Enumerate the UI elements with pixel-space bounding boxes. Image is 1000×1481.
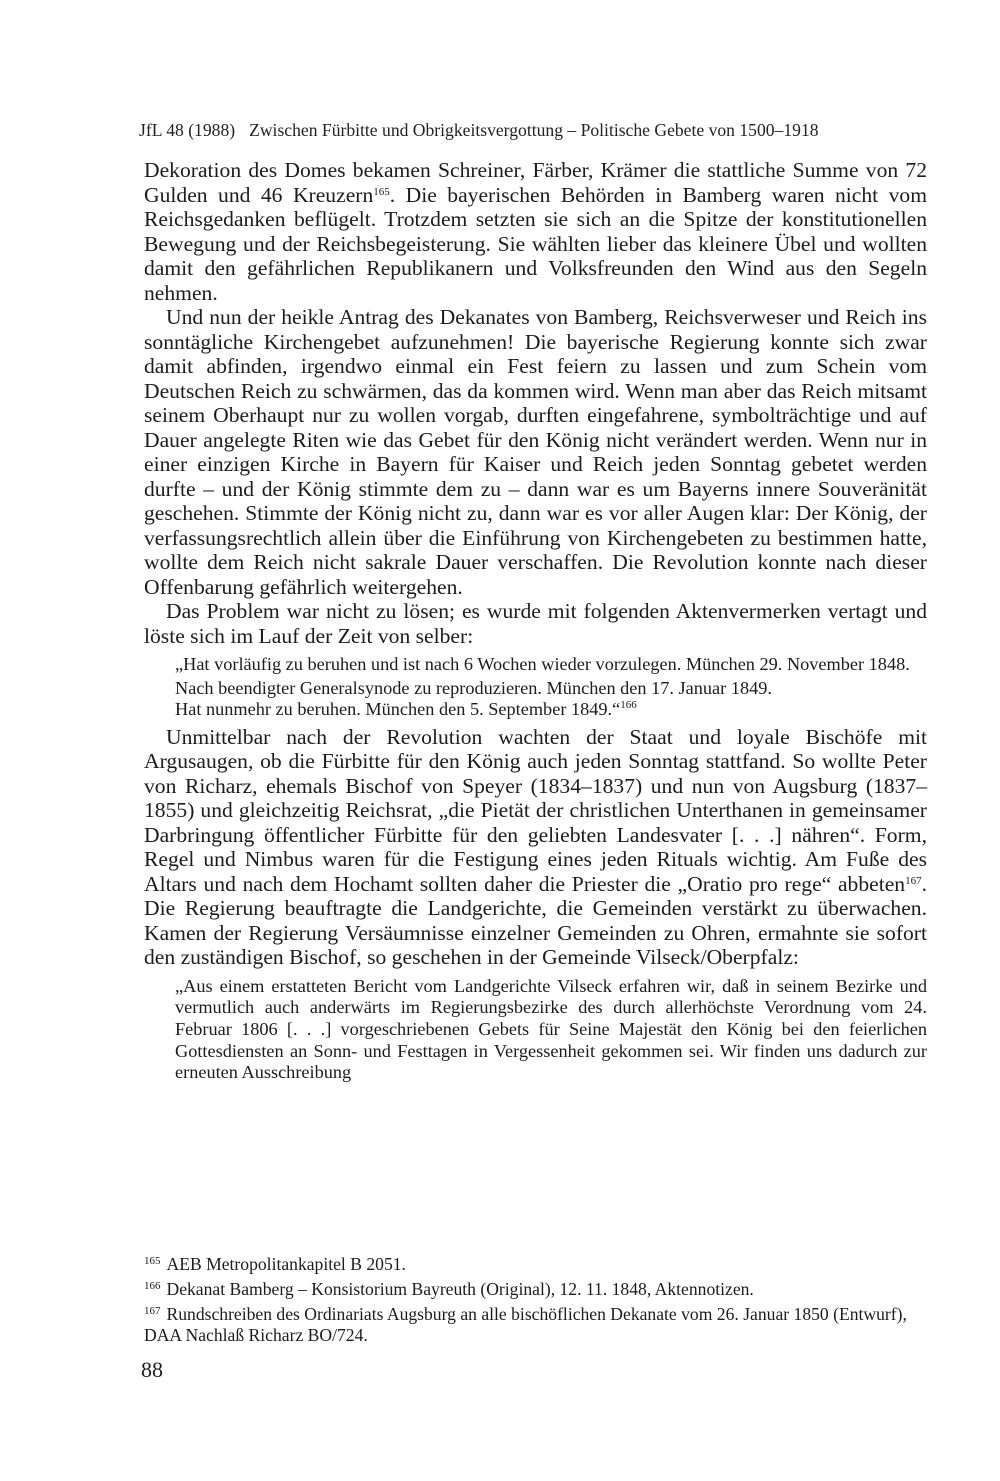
footnote-ref-165[interactable]: 165 (373, 185, 390, 198)
footnote-number: 167 (144, 1305, 161, 1317)
paragraph-1-text-a: Dekoration des Domes bekamen Schreiner, Färber, Krämer die stattliche Summe von 72 Gulden und 46 Kreuzern (144, 158, 927, 207)
body-text (144, 158, 927, 1088)
footnote-166 (144, 1276, 927, 1300)
article-title: Zwischen Fürbitte und Obrigkeitsvergottung – Politische Gebete von 1500–1918 (249, 120, 819, 140)
running-header (139, 118, 929, 142)
block-quote-1 (175, 654, 927, 721)
footnote-text: AEB Metropolitankapitel B 2051. (166, 1254, 406, 1274)
journal-citation: JfL 48 (1988) (139, 120, 236, 140)
quote-1-line-3-text: Hat nunmehr zu beruhen. München den 5. September 1849.“ (175, 699, 621, 720)
quote-1-line-2: Nach beendigter Generalsynode zu reproduzieren. München den 17. Januar 1849. (175, 677, 772, 698)
footnote-ref-166[interactable]: 166 (620, 699, 637, 712)
paragraph-4-text-a: Unmittelbar nach der Revolution wachten der Staat und loyale Bischöfe mit Argusaugen, ob die Fürbitte für den König auch jeden Sonntag stattfand. So wollte Peter von Richarz, ehemals Bischof von Speyer (1834–1837) und nun von Augsburg (1837–1855) und gleichzeitig Reichsrat, „die Pietät der christlichen Unterthanen in gemeinsamer Darbringung öffentlicher Fürbitte für den geliebten Landesvater [. . .] nähren“. Form, Regel und Nimbus waren für die Festigung eines jeden Rituals wichtig. Am Fuße des Altars und nach dem Hochamt sollten daher die Priester die „Oratio pro rege“ abbeten (144, 724, 927, 896)
footnote-text: Dekanat Bamberg – Konsistorium Bayreuth (Original), 12. 11. 1848, Aktennotizen. (166, 1279, 754, 1299)
page-number: 88 (141, 1357, 163, 1382)
quote-2-text: „Aus einem erstatteten Bericht vom Landgerichte Vilseck erfahren wir, daß in seinem Bezirke und vermutlich auch anderwärts im Regierungsbezirke des durch allerhöchste Verordnung vom 24. Februar 1806 [. . .] vorgeschriebenen Gebets für Seine Majestät den König bei den feierlichen Gottesdiensten an Sonn- und Festtagen in Vergessenheit gekommen sei. Wir finden uns dadurch zur erneuten Ausschreibung (175, 975, 927, 1083)
paragraph-4 (144, 725, 927, 970)
paragraph-3: Das Problem war nicht zu lösen; es wurde mit folgenden Aktenvermerken vertagt und löste sich im Lauf der Zeit von selber: (144, 599, 927, 648)
footnote-ref-167[interactable]: 167 (905, 874, 922, 887)
footnotes (144, 1251, 927, 1346)
quote-1-line-1: „Hat vorläufig zu beruhen und ist nach 6 Wochen wieder vorzulegen. München 29. November 1848. (175, 654, 910, 674)
quote-1-line-3 (175, 699, 927, 721)
footnote-165 (144, 1251, 927, 1275)
footnote-text: Rundschreiben des Ordinariats Augsburg an alle bischöflichen Dekanate vom 26. Januar 1850 (Entwurf), DAA Nachlaß Richarz BO/724. (144, 1304, 907, 1345)
footnote-number: 165 (144, 1255, 161, 1267)
footnote-number: 166 (144, 1280, 161, 1292)
paragraph-1 (144, 158, 927, 305)
paragraph-2: Und nun der heikle Antrag des Dekanates von Bamberg, Reichsverweser und Reich ins sonntägliche Kirchengebet aufzunehmen! Die bayerische Regierung konnte sich zwar damit abfinden, irgendwo einmal ein Fest feiern zu lassen und zum Schein vom Deutschen Reich zu schwärmen, das da kommen wird. Wenn man aber das Reich mitsamt seinem Oberhaupt nur zu wollen vorgab, durften eingefahrene, symbolträchtige und auf Dauer angelegte Riten wie das Gebet für den König nicht verändert werden. Wenn nur in einer einzigen Kirche in Bayern für Kaiser und Reich jeden Sonntag gebetet werden durfte – und der König stimmte dem zu – dann war es um Bayerns innere Souveränität geschehen. Stimmte der König nicht zu, dann war es vor aller Augen klar: Der König, der verfassungsrechtlich allein über die Einführung von Kirchengebeten zu bestimmen hatte, wollte dem Reich nicht sakrale Dauer verschaffen. Die Revolution konnte nach dieser Offenbarung gefährlich weitergehen. (144, 305, 927, 599)
block-quote-2 (175, 976, 927, 1084)
footnote-167 (144, 1301, 927, 1346)
paragraph-4-text-b: . Die Regierung beauftragte die Landgerichte, die Gemeinden verstärkt zu überwachen. Kamen der Regierung Versäumnisse einzelner Gemeinden zu Ohren, ermahnte sie sofort den zuständigen Bischof, so geschehen in der Gemeinde Vilseck/Oberpfalz: (144, 871, 927, 970)
paragraph-1-text-b: . Die bayerischen Behörden in Bamberg waren nicht vom Reichsgedanken beflügelt. Trotzdem setzten sie sich an die Spitze der konstitutionellen Bewegung und der Reichsbegeisterung. Sie wählten lieber das kleinere Übel und wollten damit den gefährlichen Republikanern und Volksfreunden den Wind aus den Segeln nehmen. (144, 182, 927, 305)
